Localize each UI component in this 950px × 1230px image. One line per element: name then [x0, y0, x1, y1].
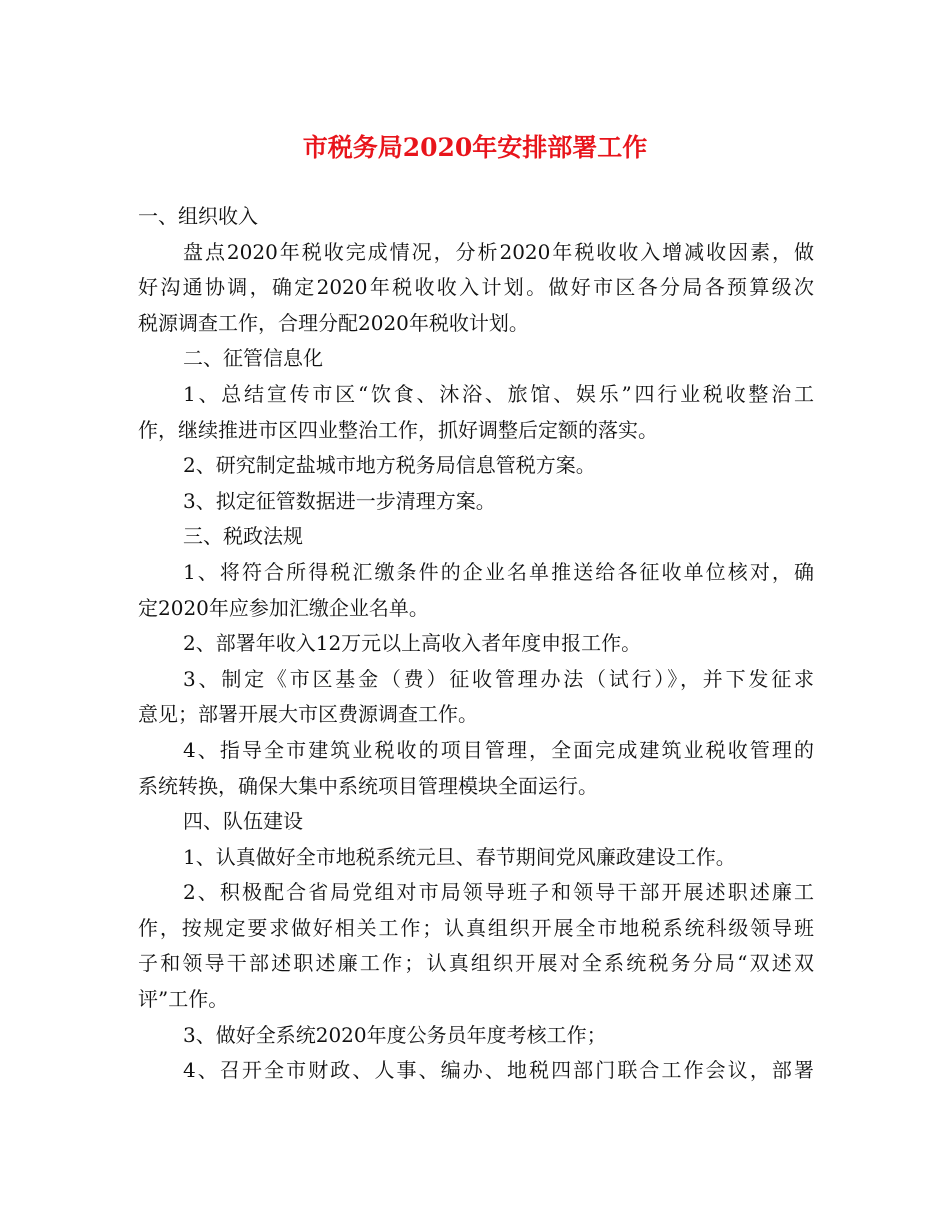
paragraph-line: 3、制定《市区基金（费）征收管理办法（试行）》，并下发征求 — [183, 666, 814, 691]
paragraph-line: 4、指导全市建筑业税收的项目管理，全面完成建筑业税收管理的 — [183, 737, 814, 762]
paragraph-line: 1、总结宣传市区“饮食、沐浴、旅馆、娱乐”四行业税收整治工 — [183, 381, 814, 406]
paragraph-line: 1、将符合所得税汇缴条件的企业名单推送给各征收单位核对，确 — [183, 559, 814, 584]
section-heading-informatization: 二、征管信息化 — [183, 346, 323, 371]
paragraph-line: 1、认真做好全市地税系统元旦、春节期间党风廉政建设工作。 — [183, 844, 736, 869]
document-title: 市税务局2020年安排部署工作 — [302, 133, 648, 162]
paragraph-line: 2、部署年收入12万元以上高收入者年度申报工作。 — [183, 631, 642, 656]
paragraph-line: 3、拟定征管数据进一步清理方案。 — [183, 488, 496, 513]
paragraph-line: 盘点2020年税收完成情况，分析2020年税收收入增减收因素，做 — [183, 239, 814, 264]
paragraph-line: 作，继续推进市区四业整治工作，抓好调整后定额的落实。 — [138, 417, 658, 442]
paragraph-line: 评”工作。 — [138, 987, 229, 1012]
section-heading-revenue: 一、组织收入 — [138, 204, 258, 228]
paragraph-line: 4、召开全市财政、人事、编办、地税四部门联合工作会议，部署 — [183, 1058, 814, 1083]
paragraph-line: 子和领导干部述职述廉工作；认真组织开展对全系统税务分局“双述双 — [138, 951, 814, 976]
paragraph-line: 税源调查工作，合理分配2020年税收计划。 — [138, 310, 529, 335]
paragraph-line: 2、积极配合省局党组对市局领导班子和领导干部开展述职述廉工 — [183, 880, 814, 905]
document-body — [138, 199, 814, 1089]
paragraph-line: 2、研究制定盐城市地方税务局信息管税方案。 — [183, 453, 596, 478]
paragraph-line: 作，按规定要求做好相关工作；认真组织开展全市地税系统科级领导班 — [138, 915, 814, 940]
section-heading-team-building: 四、队伍建设 — [183, 809, 303, 834]
paragraph-line: 意见；部署开展大市区费源调查工作。 — [138, 702, 478, 727]
paragraph-line: 定2020年应参加汇缴企业名单。 — [138, 595, 429, 620]
paragraph-line: 系统转换，确保大集中系统项目管理模块全面运行。 — [138, 773, 598, 798]
section-heading-tax-law: 三、税政法规 — [183, 524, 303, 549]
paragraph-line: 3、做好全系统2020年度公务员年度考核工作； — [183, 1022, 607, 1047]
paragraph-line: 好沟通协调，确定2020年税收收入计划。做好市区各分局各预算级次 — [138, 275, 814, 300]
